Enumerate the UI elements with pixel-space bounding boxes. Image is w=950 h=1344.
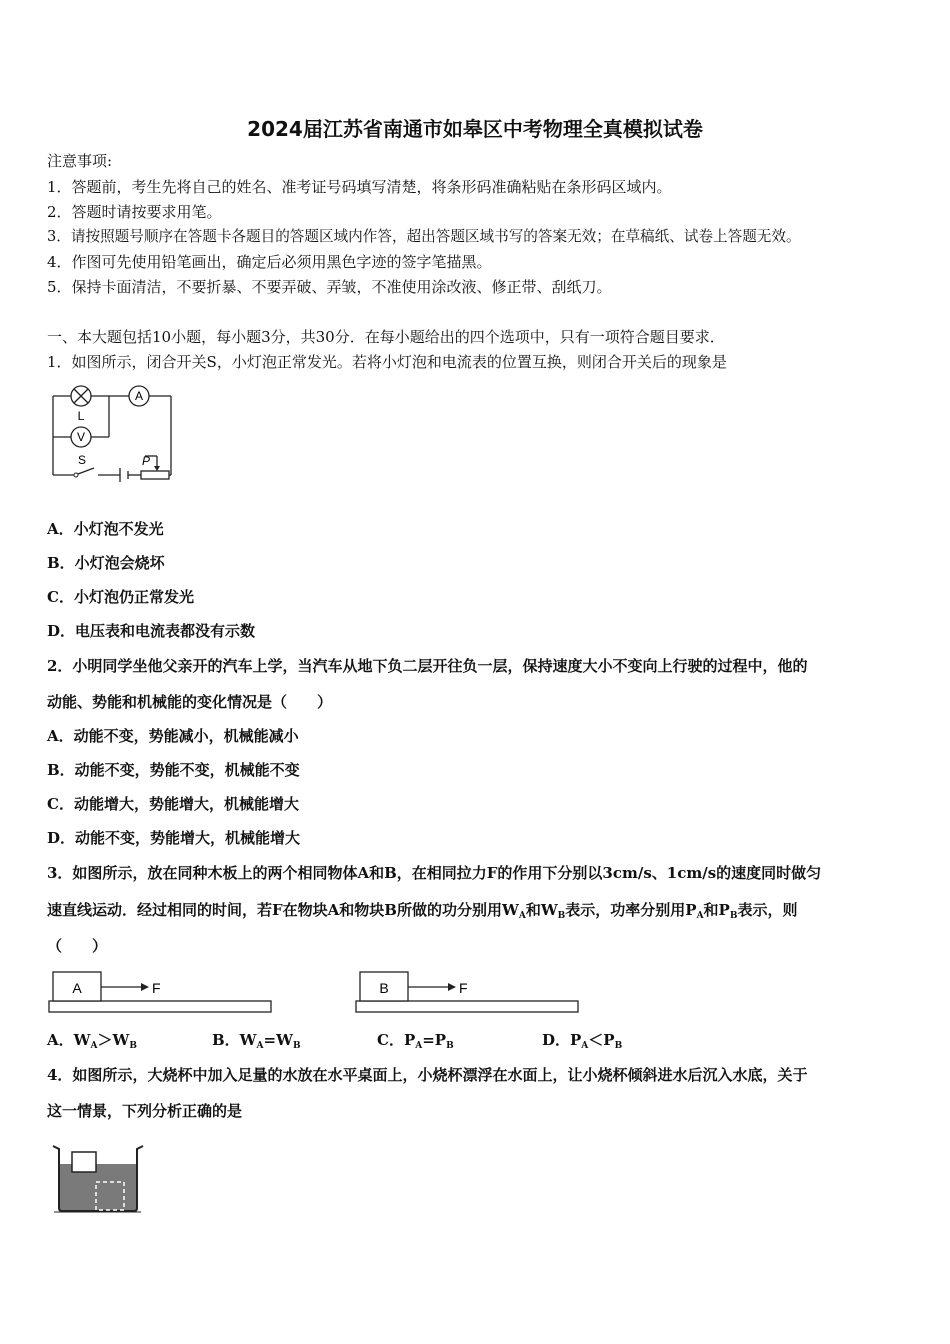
question-3-option-b: B．$W_A=W_B$	[212, 1031, 301, 1051]
switch-label: S	[77, 453, 87, 467]
section-heading: 一、本大题包括10小题，每小题3分，共30分．在每小题给出的四个选项中，只有一项符合题目要求．	[47, 328, 725, 346]
notice-item: 2．答题时请按要求用笔。	[47, 203, 222, 221]
beaker-figure	[50, 1142, 145, 1214]
question-2-stem-cont: 动能、势能和机械能的变化情况是（ ）	[47, 693, 333, 711]
force-label: F	[459, 980, 468, 996]
page-title: 2024届江苏省南通市如皋区中考物理全真模拟试卷	[247, 117, 703, 141]
block-b-label: B	[379, 980, 389, 996]
question-2-option-b: B．动能不变，势能不变，机械能不变	[47, 761, 300, 779]
question-3-stem: 3．如图所示，放在同种木板上的两个相同物体A和B，在相同拉力F的作用下分别以3cm/s、1cm/s的速度同时做匀	[47, 864, 822, 882]
lamp-label: L	[77, 409, 85, 423]
question-3-option-c: C．$P_A=P_B$	[377, 1031, 454, 1051]
slider-label: P	[141, 454, 151, 468]
question-1-option-b: B．小灯泡会烧坏	[47, 554, 165, 572]
question-1-stem: 1．如图所示，闭合开关S，小灯泡正常发光。若将小灯泡和电流表的位置互换，则闭合开关后的现象是	[47, 353, 727, 371]
block-b-figure	[355, 968, 580, 1016]
question-1-option-a: A．小灯泡不发光	[47, 520, 164, 538]
notice-item: 3．请按照题号顺序在答题卡各题目的答题区域内作答，超出答题区域书写的答案无效；在草稿纸、试卷上答题无效。	[47, 228, 801, 245]
question-3-option-a: A．$W_A>W_B$	[47, 1031, 137, 1051]
block-a-label: A	[72, 980, 82, 996]
question-2-stem: 2．小明同学坐他父亲开的汽车上学，当汽车从地下负二层开往负一层，保持速度大小不变向上行驶的过程中，他的	[47, 657, 808, 675]
ammeter-label: A	[134, 389, 144, 403]
force-label: F	[152, 980, 161, 996]
question-3-stem-paren: （ ）	[47, 937, 108, 955]
question-4-stem: 4．如图所示，大烧杯中加入足量的水放在水平桌面上，小烧杯漂浮在水面上，让小烧杯倾斜进水后沉入水底，关于	[47, 1066, 808, 1084]
question-3-option-d: D．$P_A<P_B$	[542, 1031, 623, 1051]
lamp-icon	[71, 386, 91, 406]
circuit-diagram	[40, 380, 190, 485]
force-arrow-icon	[448, 983, 456, 991]
voltmeter-label: V	[76, 430, 86, 444]
notice-item: 5．保持卡面清洁，不要折暴、不要弄破、弄皱，不准使用涂改液、修正带、刮纸刀。	[47, 278, 612, 296]
switch-icon	[74, 473, 78, 477]
question-2-option-c: C．动能增大，势能增大，机械能增大	[47, 795, 299, 813]
notice-item: 1．答题前，考生先将自己的姓名、准考证号码填写清楚，将条形码准确粘贴在条形码区域内。	[47, 178, 672, 196]
question-3-stem-cont: 速直线运动．经过相同的时间，若F在物块A和物块B所做的功分别用$W_A$和$W_B$表示，功率分别用$P_A$和$P_B$表示，则	[47, 901, 798, 921]
question-4-stem-cont: 这一情景，下列分析正确的是	[47, 1102, 243, 1120]
question-1-option-d: D．电压表和电流表都没有示数	[47, 622, 256, 640]
question-2-option-d: D．动能不变，势能增大，机械能增大	[47, 829, 301, 847]
question-1-option-c: C．小灯泡仍正常发光	[47, 588, 194, 606]
notice-heading: 注意事项:	[47, 152, 113, 170]
slider-arrow-icon	[154, 466, 160, 471]
block-a-figure	[48, 968, 273, 1016]
question-2-option-a: A．动能不变，势能减小，机械能减小	[47, 727, 299, 745]
force-arrow-icon	[141, 983, 149, 991]
notice-item: 4．作图可先使用铅笔画出，确定后必须用黑色字迹的签字笔描黑。	[47, 253, 492, 271]
